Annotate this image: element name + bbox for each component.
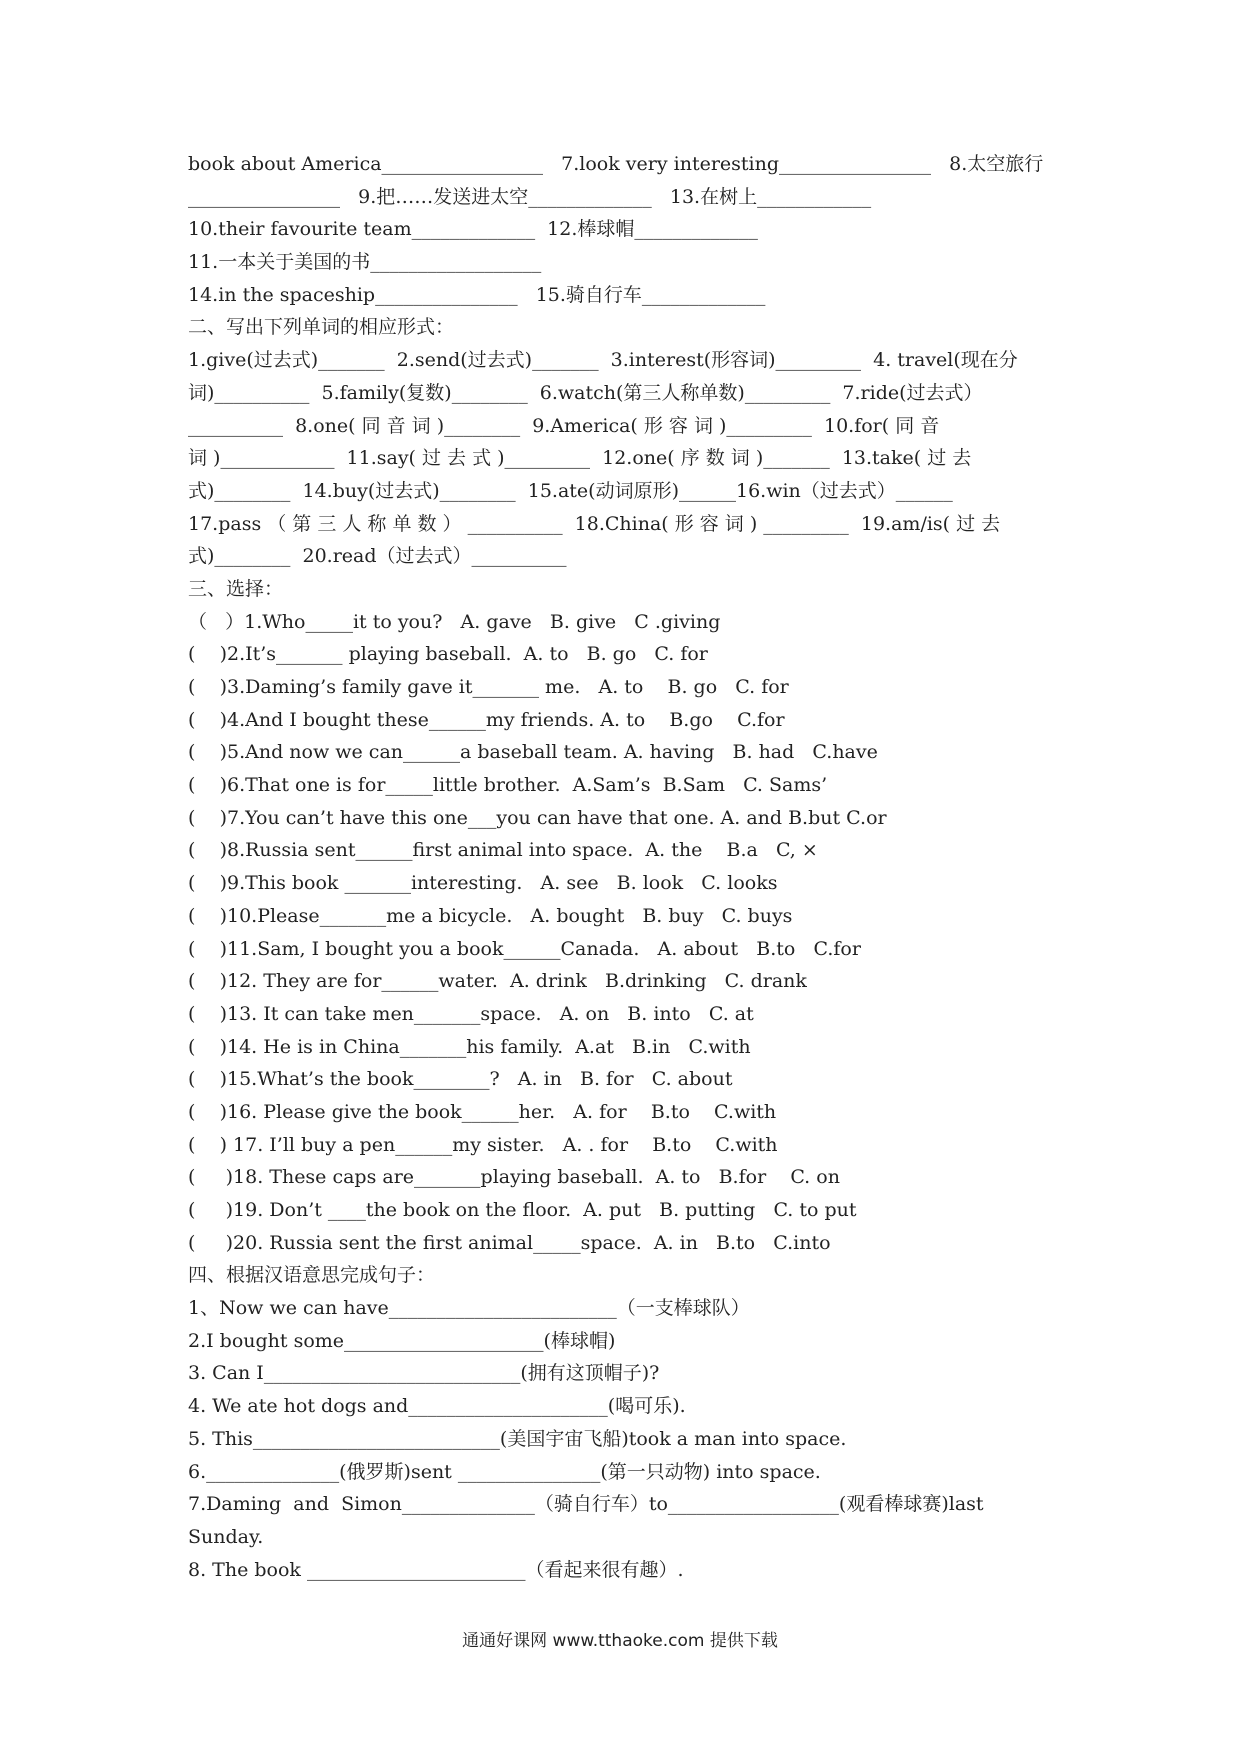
part1-line: 10.their favourite team_____________ 12.棒球帽_____________: [188, 218, 758, 241]
part2-line: 词 )____________ 11.say( 过 去 式 )_________ 12.one( 序 数 词 )_______ 13.take( 过 去: [188, 447, 972, 470]
choice-question: ( )6.That one is for_____little brother. A.Sam’s B.Sam C. Sams’: [188, 774, 828, 797]
section-heading-multiple-choice: 三、选择：: [188, 577, 284, 600]
sentence-line: 3. Can I___________________________(拥有这顶帽子)?: [188, 1362, 660, 1385]
choice-question: ( )19. Don’t ____the book on the floor. A. put B. putting C. to put: [188, 1199, 857, 1221]
part2-line: __________ 8.one( 同 音 词 )________ 9.America( 形 容 词 )_________ 10.for( 同 音: [188, 414, 940, 437]
choice-question: ( )4.And I bought these______my friends. A. to B.go C.for: [188, 708, 785, 731]
sentence-line: 4. We ate hot dogs and_____________________(喝可乐).: [188, 1395, 686, 1418]
sentence-line: 6.______________(俄罗斯)sent _______________(第一只动物) into space.: [188, 1460, 821, 1483]
sentence-line: 5. This__________________________(美国宇宙飞船)took a man into space.: [188, 1427, 847, 1450]
choice-question: ( )15.What’s the book________? A. in B. for C. about: [188, 1068, 733, 1091]
choice-question: ( )13. It can take men_______space. A. on B. into C. at: [188, 1002, 754, 1025]
choice-question: ( )9.This book _______interesting. A. see B. look C. looks: [188, 872, 778, 895]
part2-line: 词)__________ 5.family(复数)________ 6.watch(第三人称单数)_________ 7.ride(过去式）: [188, 381, 983, 404]
part2-line: 17.pass （ 第 三 人 称 单 数 ） __________ 18.China( 形 容 词 ) _________ 19.am/is( 过 去: [188, 512, 1001, 535]
worksheet-content: [188, 148, 1056, 1586]
sentence-line: 2.I bought some_____________________(棒球帽): [188, 1329, 616, 1352]
choice-question: ( )7.You can’t have this one___you can have that one. A. and B.but C.or: [188, 806, 887, 829]
section-heading-complete-sentences: 四、根据汉语意思完成句子：: [188, 1264, 436, 1287]
part1-line: 14.in the spaceship_______________ 15.骑自行车_____________: [188, 283, 766, 306]
part2-line: 1.give(过去式)_______ 2.send(过去式)_______ 3.interest(形容词)_________ 4. travel(现在分: [188, 349, 1018, 372]
part1-line: 11.一本关于美国的书__________________: [188, 251, 542, 274]
part1-line: book about America_________________ 7.look very interesting________________ 8.太空旅行: [188, 153, 1044, 175]
part1-line: ________________ 9.把……发送进太空_____________ 13.在树上____________: [188, 185, 872, 208]
choice-question: ( )3.Daming’s family gave it_______ me. A. to B. go C. for: [188, 676, 789, 698]
choice-question: ( )12. They are for______water. A. drink B.drinking C. drank: [188, 970, 807, 993]
choice-question: ( )2.It’s_______ playing baseball. A. to B. go C. for: [188, 643, 708, 666]
part2-line: 式)________ 20.read（过去式）__________: [188, 545, 567, 568]
choice-question: ( )14. He is in China_______his family. A.at B.in C.with: [188, 1035, 751, 1058]
choice-question: （ ）1.Who_____it to you? A. gave B. give C .giving: [188, 610, 721, 633]
sentence-line: 8. The book _______________________（看起来很有趣）.: [188, 1558, 684, 1581]
choice-question: ( )5.And now we can______a baseball team. A. having B. had C.have: [188, 741, 878, 764]
sentence-line: 7.Daming and Simon______________（骑自行车）to__________________(观看棒球赛)last: [188, 1493, 984, 1516]
choice-question: ( )20. Russia sent the first animal_____space. A. in B.to C.into: [188, 1231, 831, 1254]
choice-question: ( )8.Russia sent______first animal into space. A. the B.a C, ×: [188, 839, 818, 862]
choice-question: ( )11.Sam, I bought you a book______Canada. A. about B.to C.for: [188, 937, 861, 960]
choice-question: ( ) 17. I’ll buy a pen______my sister. A. . for B.to C.with: [188, 1133, 778, 1156]
choice-question: ( )16. Please give the book______her. A. for B.to C.with: [188, 1100, 777, 1123]
sentence-line: Sunday.: [188, 1525, 264, 1548]
footer-download-credit: 通通好课网 www.tthaoke.com 提供下载: [462, 1631, 778, 1651]
choice-question: ( )10.Please_______me a bicycle. A. bought B. buy C. buys: [188, 904, 793, 927]
sentence-line: 1、Now we can have________________________（一支棒球队）: [188, 1297, 750, 1320]
part2-line: 式)________ 14.buy(过去式)________ 15.ate(动词原形)______16.win（过去式）______: [188, 479, 953, 502]
section-heading-word-forms: 二、写出下列单词的相应形式：: [188, 316, 455, 339]
choice-question: ( )18. These caps are_______playing baseball. A. to B.for C. on: [188, 1166, 840, 1189]
